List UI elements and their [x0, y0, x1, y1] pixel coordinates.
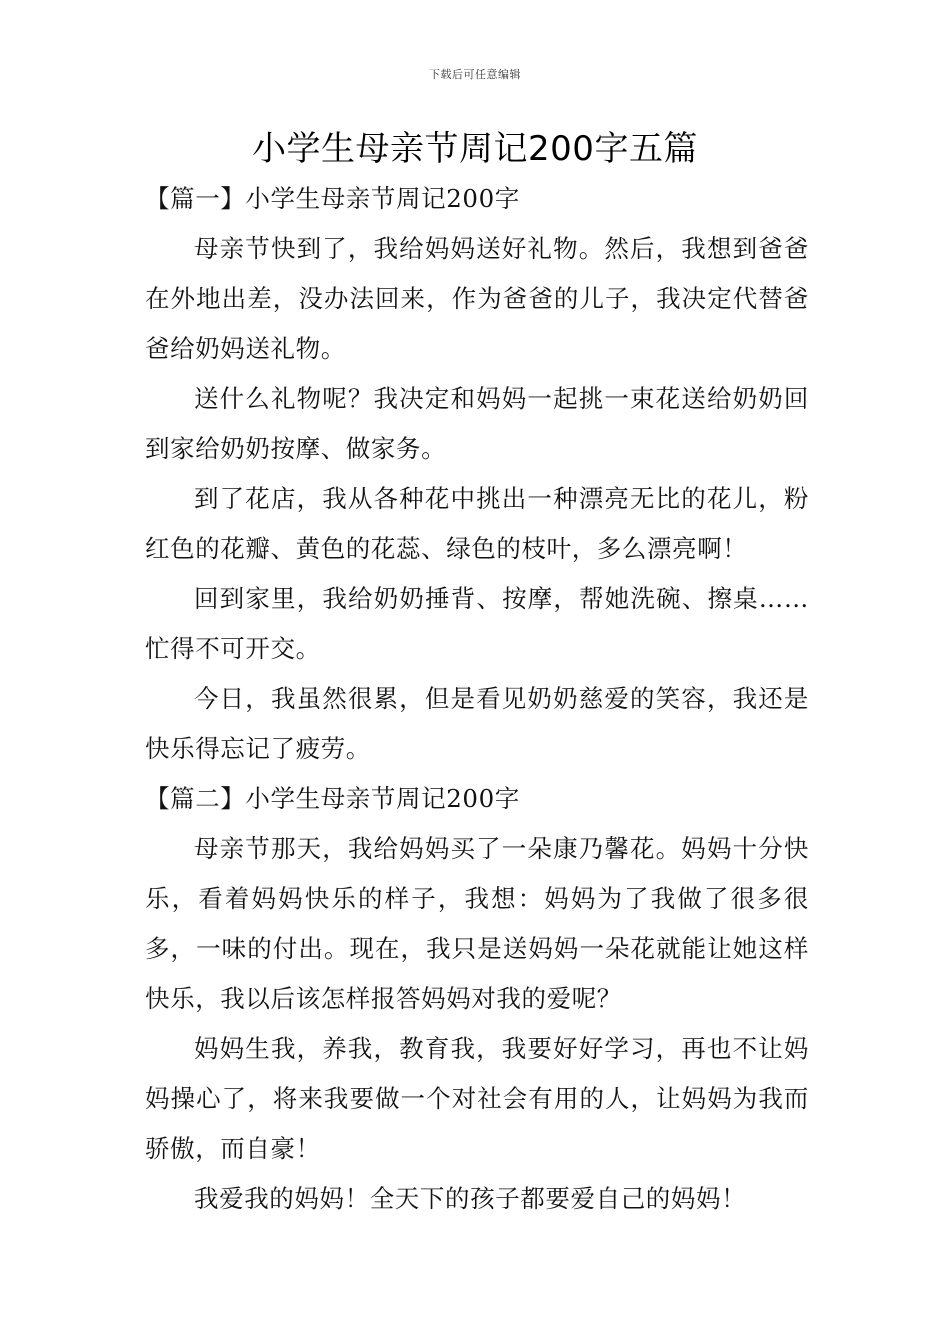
- section-heading: 【篇一】小学生母亲节周记200字: [145, 184, 520, 213]
- paragraph: 妈妈生我，养我，教育我，我要好好学习，再也不让妈妈操心了，将来我要做一个对社会有用的人，让妈妈为我而骄傲，而自豪！: [145, 1034, 809, 1163]
- paragraph: 到了花店，我从各种花中挑出一种漂亮无比的花儿，粉红色的花瓣、黄色的花蕊、绿色的枝叶，多么漂亮啊！: [145, 484, 809, 563]
- paragraph: 我爱我的妈妈！全天下的孩子都要爱自己的妈妈！: [194, 1184, 747, 1213]
- header-note: 下载后可任意编辑: [429, 68, 521, 81]
- paragraph: 今日，我虽然很累，但是看见奶奶慈爱的笑容，我还是快乐得忘记了疲劳。: [145, 684, 809, 763]
- paragraph: 回到家里，我给奶奶捶背、按摩，帮她洗碗、擦桌……忙得不可开交。: [145, 584, 809, 663]
- document-body: [145, 174, 809, 1224]
- paragraph: 送什么礼物呢？我决定和妈妈一起挑一束花送给奶奶回到家给奶奶按摩、做家务。: [145, 384, 809, 463]
- paragraph: 母亲节那天，我给妈妈买了一朵康乃馨花。妈妈十分快乐，看着妈妈快乐的样子，我想：妈妈为了我做了很多很多，一味的付出。现在，我只是送妈妈一朵花就能让她这样快乐，我以后该怎样报答妈妈对我的爱呢？: [145, 834, 809, 1013]
- document-title: 小学生母亲节周记200字五篇: [252, 129, 698, 169]
- section-heading: 【篇二】小学生母亲节周记200字: [145, 784, 520, 813]
- paragraph: 母亲节快到了，我给妈妈送好礼物。然后，我想到爸爸在外地出差，没办法回来，作为爸爸的儿子，我决定代替爸爸给奶妈送礼物。: [145, 234, 809, 363]
